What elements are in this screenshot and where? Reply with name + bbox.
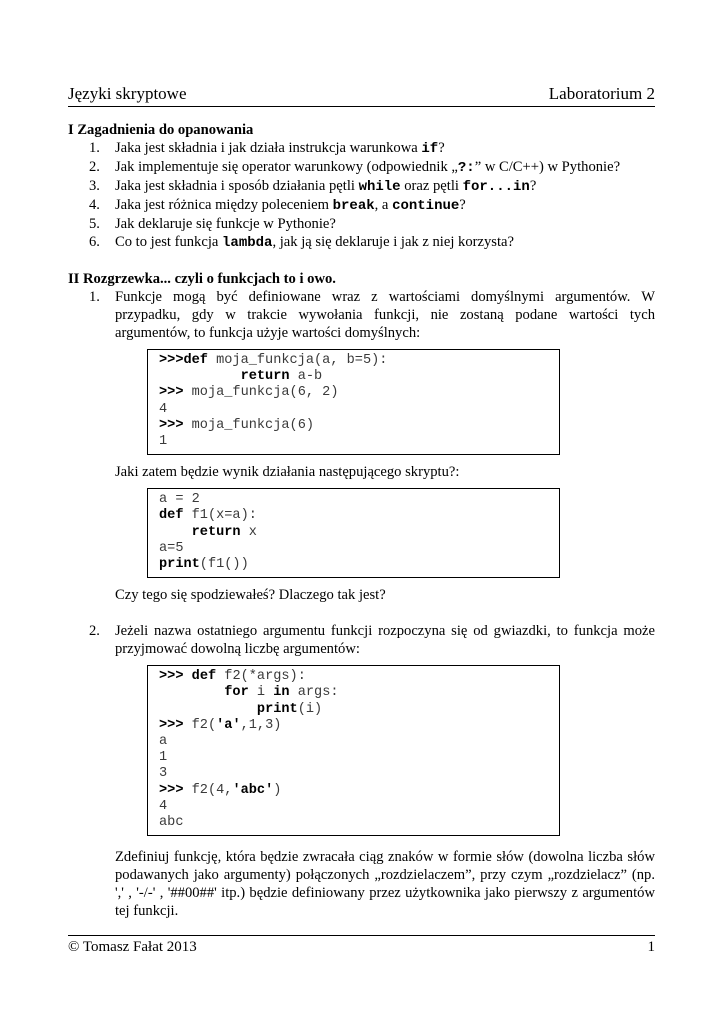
question-number: 6. [89,234,100,250]
code-text: i [248,685,274,701]
code-text: x [240,524,257,540]
item-2-task: Zdefiniuj funkcję, która będzie zwracała ciąg znaków w formie słów (dowolna liczba słów podawanych jako argumenty) połączonych „rozdzielaczem”, przy czym „rozdzielacz” (np. ',' , '-/-' , '##00##' itp.) będzie definiowany przez użytkownika jako pierwszy z argumentów tej funkcji. [115,849,655,920]
question-number: 1. [89,140,100,156]
code-keyword: 'abc' [232,782,274,798]
question-text: Jak deklaruje się funkcje w Pythonie? [115,216,336,232]
code-keyword: print [159,557,200,573]
question-text: ” w C/C++) w Pythonie? [474,159,621,175]
inline-code: continue [392,198,460,214]
code-line [159,766,549,782]
code-text: (i) [297,701,323,717]
code-line [159,369,549,385]
code-keyword: in [273,685,290,701]
code-line [159,434,549,450]
inline-code: lambda [222,235,273,251]
code-text [183,669,191,684]
code-keyword: print [256,701,298,717]
code-line [159,508,549,524]
code-line [159,750,549,766]
question-item [68,139,655,158]
header-lab-number: Laboratorium 2 [548,84,655,103]
code-text: 4 [159,798,168,814]
code-text: (f1()) [199,557,249,573]
footer-copyright: © Tomasz Fałat 2013 [68,939,197,955]
document-body [68,121,655,920]
code-line [159,418,549,434]
page-header [68,84,655,107]
code-text: f2( [183,717,217,733]
code-keyword: >>> [159,669,184,685]
code-line [159,541,549,557]
code-line [159,557,549,573]
code-text: a-b [289,369,323,385]
question-text: , a [374,197,393,213]
question-number: 4. [89,197,100,213]
code-text: 1 [159,434,168,450]
item-1-followup: Czy tego się spodziewałeś? Dlaczego tak jest? [115,587,386,604]
question-text: Jaka jest składnia i jak działa instrukcja warunkowa [115,140,422,156]
code-text: ,1,3) [240,717,282,733]
code-text: a = 2 [159,492,200,508]
code-text: moja_funkcja(a, b=5): [207,353,388,368]
code-text: 4 [159,401,168,417]
inline-code: if [421,141,439,157]
code-text: moja_funkcja(6, 2) [183,385,339,401]
header-course-title: Języki skryptowe [68,84,187,103]
question-text: Jak implementuje się operator warunkowy (odpowiednik „ [115,159,458,175]
section-2-title: II Rozgrzewka... czyli o funkcjach to i owo. [68,271,336,287]
question-item [68,177,655,196]
code-keyword: def [159,508,184,524]
code-line [159,734,549,750]
question-item [68,215,655,233]
code-line [159,783,549,799]
code-line [159,385,549,401]
code-line [159,492,549,508]
code-line [159,815,549,831]
question-item [68,196,655,215]
section-2-item-2 [68,622,655,658]
question-text: Jaka jest różnica między poleceniem [115,197,333,213]
code-line [159,718,549,734]
code-text: f1(x=a): [183,508,257,524]
code-line [159,799,549,815]
code-block-default-args [147,349,560,455]
code-line [159,402,549,418]
item-number: 1. [89,289,100,305]
code-text: a=5 [159,540,184,556]
question-text: oraz pętli [400,178,463,194]
inline-code: while [358,179,401,195]
code-keyword: >>> [159,782,184,798]
code-keyword: >>>def [159,353,208,368]
code-block-script [147,488,560,578]
question-number: 2. [89,159,100,175]
question-text: ? [459,197,466,213]
question-number: 3. [89,178,100,194]
code-line [159,669,549,685]
question-number: 5. [89,216,100,232]
code-text: f2(4, [183,782,233,798]
code-text: ) [273,782,282,798]
code-keyword: 'a' [216,717,241,733]
code-text: a [159,734,168,750]
footer-page-number: 1 [647,939,655,955]
code-text: moja_funkcja(6) [183,417,315,433]
section-2-item-1 [68,288,655,342]
inline-code: for...in [462,179,530,195]
question-text: , jak ją się deklaruje i jak z niej korzysta? [272,234,514,250]
code-text: f2(*args): [216,669,306,685]
code-text [159,702,257,717]
section-1-question-list [68,139,655,252]
code-keyword: return [240,369,290,385]
code-text: 3 [159,766,168,782]
code-text: args: [289,685,339,701]
code-text: 1 [159,750,168,766]
question-item [68,233,655,252]
item-number: 2. [89,623,100,640]
page-footer [68,935,655,955]
code-text: abc [159,815,184,831]
question-text: ? [438,140,445,156]
section-1-title: I Zagadnienia do opanowania [68,122,254,138]
inline-code: ?: [457,160,475,176]
item-1-text: Funkcje mogą być definiowane wraz z wartościami domyślnymi argumentów. W przypadku, gdy w trakcie wywołania funkcji, nie zostaną podane wartości tych argumentów, to funkcja użyje wartości domyślnych: [115,289,655,341]
item-1-question: Jaki zatem będzie wynik działania następującego skryptu?: [115,464,460,481]
code-keyword: for [224,685,249,701]
code-text [159,369,241,384]
question-text: Co to jest funkcja [115,234,223,250]
code-keyword: >>> [159,417,184,433]
inline-code: break [332,198,375,214]
code-line [159,525,549,541]
code-text [159,685,224,700]
code-text [159,525,192,540]
question-text: ? [529,178,537,194]
question-item [68,158,655,177]
code-keyword: def [191,669,217,685]
code-line [159,702,549,718]
code-line [159,685,549,701]
item-2-text: Jeżeli nazwa ostatniego argumentu funkcji rozpoczyna się od gwiazdki, to funkcja może przyjmować dowolną liczbę argumentów: [115,623,655,658]
code-line [159,353,549,369]
code-keyword: >>> [159,385,184,401]
code-keyword: return [191,524,241,540]
code-keyword: >>> [159,717,184,733]
question-text: Jaka jest składnia i sposób działania pętli [115,178,359,194]
code-block-varargs [147,665,560,836]
